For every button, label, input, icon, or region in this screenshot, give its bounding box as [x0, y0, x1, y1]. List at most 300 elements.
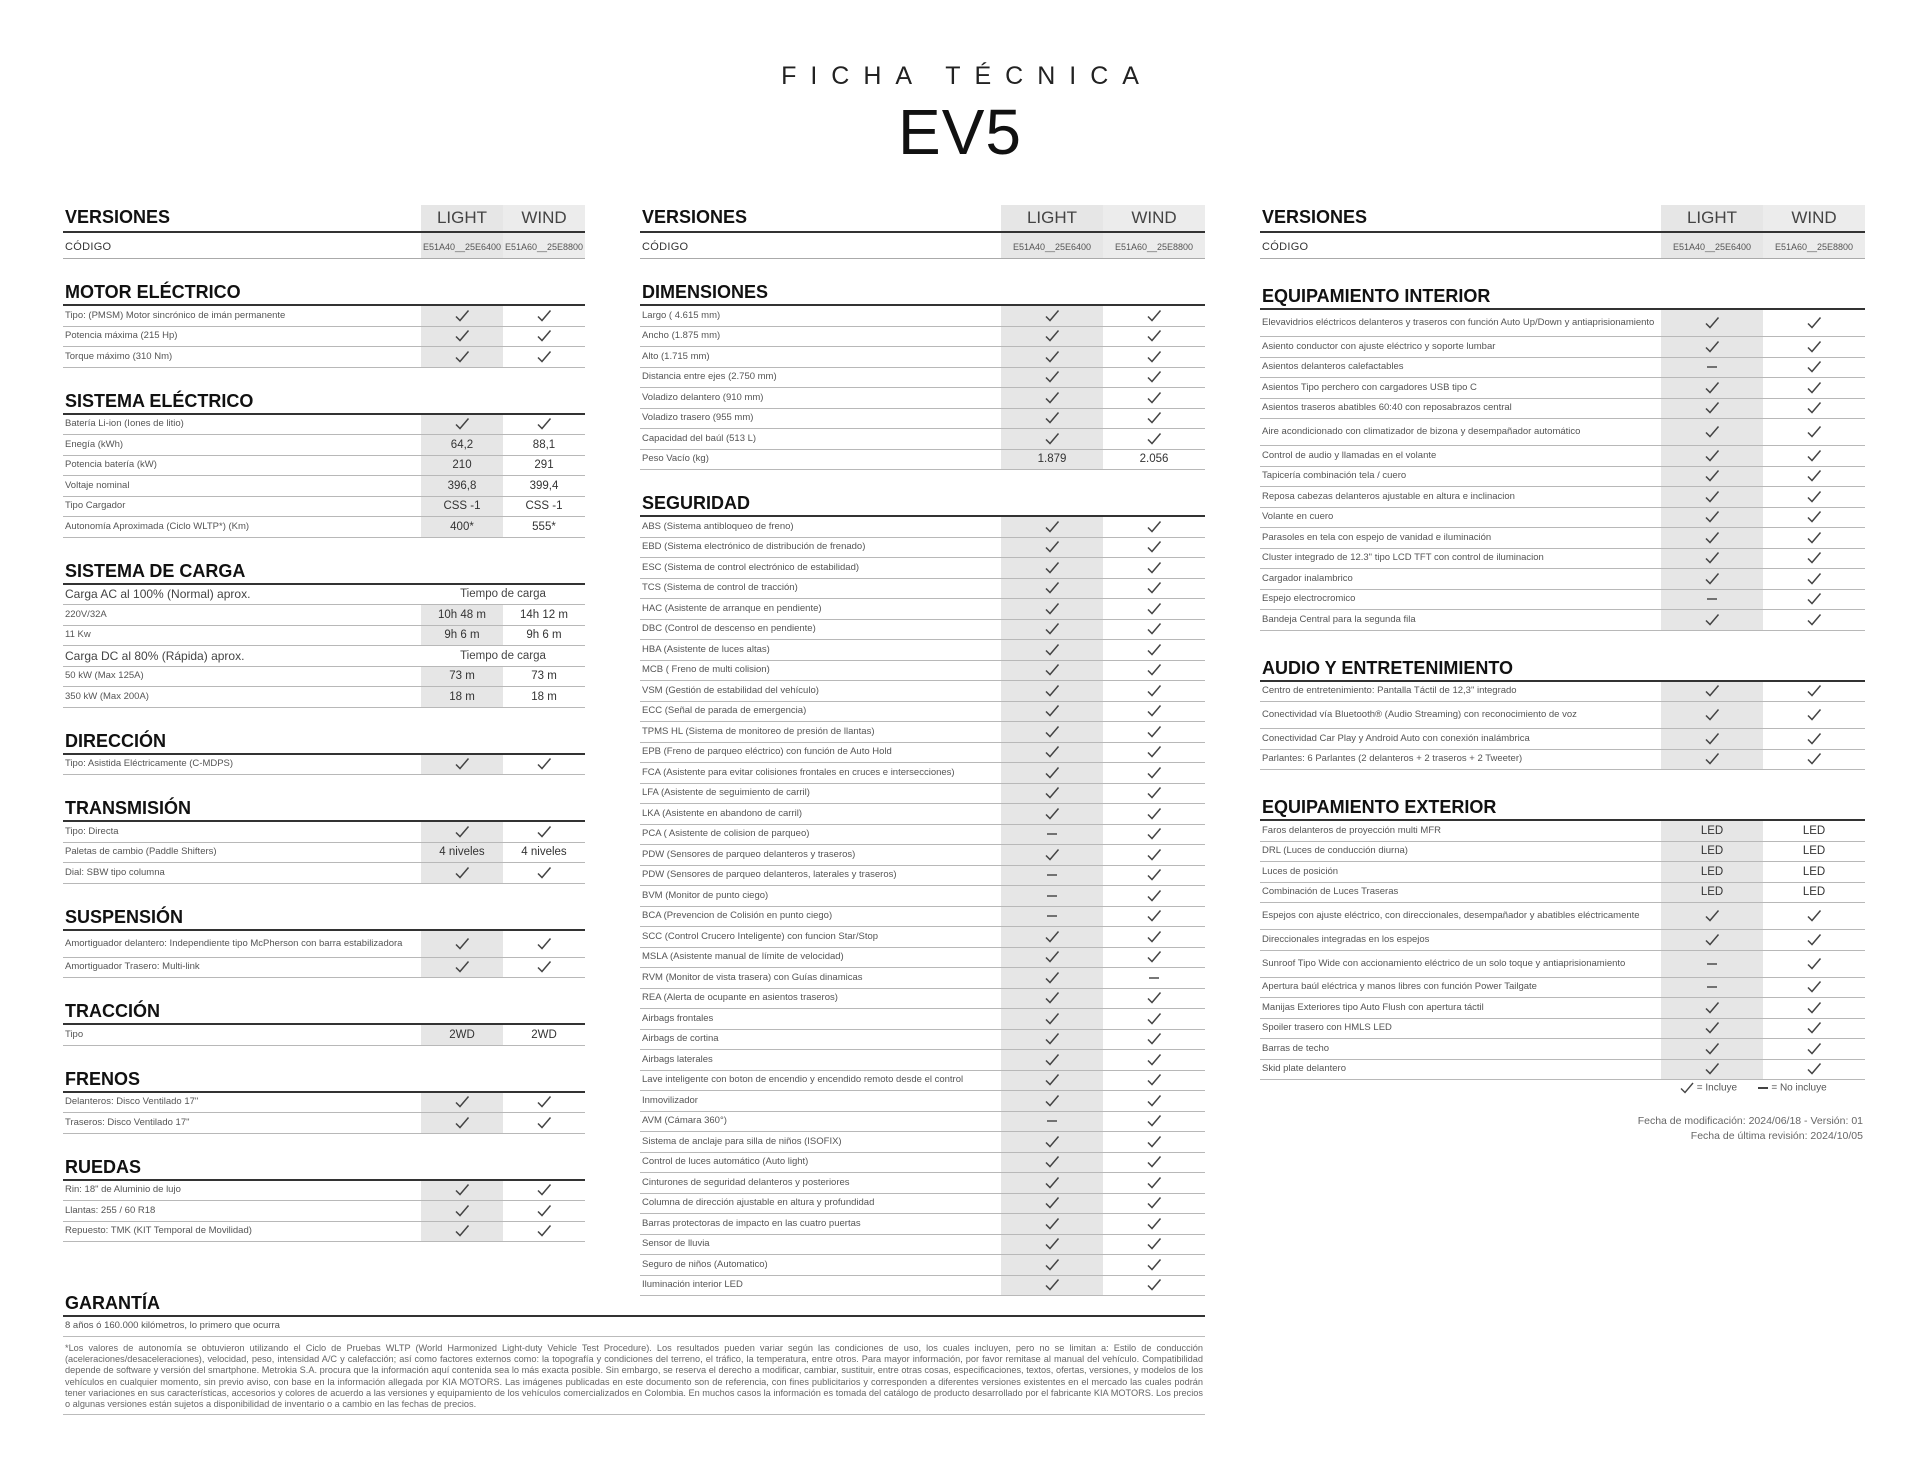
light-value — [421, 327, 503, 347]
check-icon — [454, 329, 470, 343]
light-code: E51A40__25E6400 — [422, 242, 502, 252]
wind-value — [1763, 358, 1865, 378]
row-label: Alto (1.715 mm) — [642, 350, 710, 362]
wind-code: E51A60__25E8800 — [504, 242, 584, 252]
spec-row — [640, 743, 1205, 764]
light-value — [1001, 1153, 1103, 1173]
row-label: Torque máximo (310 Nm) — [65, 350, 173, 362]
row-label: Control de luces automático (Auto light) — [642, 1156, 809, 1168]
check-icon — [1146, 540, 1162, 554]
wind-value — [503, 415, 585, 435]
check-icon — [1044, 684, 1060, 698]
row-label: Espejos con ajuste eléctrico, con direccionales, desempañador y abatibles eléctricamente — [1262, 910, 1640, 921]
light-value — [1001, 306, 1103, 326]
versions-title: VERSIONES — [642, 207, 748, 227]
light-value — [1001, 743, 1103, 763]
row-label: Paletas de cambio (Paddle Shifters) — [65, 846, 217, 858]
check-icon — [454, 1204, 470, 1218]
check-icon — [1806, 360, 1822, 374]
spec-section — [63, 730, 585, 776]
row-label: EPB (Freno de parqueo eléctrico) con función de Auto Hold — [642, 746, 892, 758]
wind-value — [1103, 409, 1205, 429]
check-icon — [1704, 684, 1720, 698]
wind-value — [1103, 804, 1205, 824]
wind-value — [1763, 446, 1865, 466]
spec-row — [640, 517, 1205, 538]
check-icon — [1044, 1094, 1060, 1108]
spec-row — [1260, 310, 1865, 337]
spec-row — [63, 347, 585, 368]
row-label: Barras protectoras de impacto en las cuatro puertas — [642, 1217, 861, 1229]
wind-value — [1763, 467, 1865, 487]
light-value — [1661, 310, 1763, 336]
spec-row — [640, 1112, 1205, 1133]
light-value — [1001, 661, 1103, 681]
spec-section — [63, 1068, 585, 1134]
spec-row — [640, 763, 1205, 784]
check-icon — [1146, 1073, 1162, 1087]
wind-value — [1763, 590, 1865, 610]
wind-value: 73 m — [531, 670, 557, 683]
light-value — [1661, 419, 1763, 445]
spec-row — [63, 456, 585, 477]
wind-value — [1763, 528, 1865, 548]
spec-row — [63, 931, 585, 958]
spec-row — [63, 1093, 585, 1114]
row-label: RVM (Monitor de vista trasera) con Guías dinamicas — [642, 971, 863, 983]
light-value — [1001, 907, 1103, 927]
spec-row — [640, 1153, 1205, 1174]
row-label: Autonomía Aproximada (Ciclo WLTP*) (Km) — [65, 520, 250, 532]
row-label: TCS (Sistema de control de tracción) — [642, 582, 798, 594]
light-value — [1001, 886, 1103, 906]
row-label: ECC (Señal de parada de emergencia) — [642, 705, 807, 717]
light-value: 18 m — [421, 687, 503, 707]
light-value — [1001, 640, 1103, 660]
light-value — [1001, 784, 1103, 804]
check-icon — [1044, 725, 1060, 739]
row-label: MCB ( Freno de multi colision) — [642, 664, 770, 676]
spec-row — [640, 661, 1205, 682]
dash-icon — [1046, 893, 1058, 899]
check-icon — [1044, 329, 1060, 343]
spec-section — [63, 281, 585, 368]
check-icon — [1146, 329, 1162, 343]
spec-row — [1260, 998, 1865, 1019]
charge-time-header: Tiempo de carga — [421, 585, 585, 605]
light-value — [1661, 702, 1763, 728]
spec-row — [1260, 358, 1865, 379]
check-icon — [1146, 1053, 1162, 1067]
check-icon — [1704, 316, 1720, 330]
row-label: Parasoles en tela con espejo de vanidad e iluminación — [1262, 531, 1492, 543]
version-wind-header: WIND — [1791, 208, 1837, 227]
wind-value — [503, 1181, 585, 1201]
check-icon — [1146, 663, 1162, 677]
check-icon — [1044, 622, 1060, 636]
wind-value — [1103, 948, 1205, 968]
dash-icon — [1706, 984, 1718, 990]
light-value — [1001, 1132, 1103, 1152]
light-value — [1661, 378, 1763, 398]
light-value: LED — [1661, 862, 1763, 882]
check-icon — [1704, 381, 1720, 395]
spec-row — [1260, 528, 1865, 549]
spec-row — [1260, 682, 1865, 703]
check-icon — [1146, 684, 1162, 698]
check-icon — [1044, 950, 1060, 964]
row-label: Direccionales integradas en los espejos — [1262, 933, 1430, 945]
light-value — [1001, 1009, 1103, 1029]
wind-value — [1763, 337, 1865, 357]
check-icon — [1146, 807, 1162, 821]
light-value — [421, 1113, 503, 1133]
light-value — [1661, 358, 1763, 378]
spec-row — [63, 646, 585, 667]
wind-value: 88,1 — [532, 438, 556, 451]
check-icon — [1146, 1094, 1162, 1108]
check-icon — [1704, 449, 1720, 463]
row-label: Cluster integrado de 12.3" tipo LCD TFT con control de iluminacion — [1262, 552, 1544, 564]
check-icon — [1146, 745, 1162, 759]
revision-date: Fecha de última revisión: 2024/10/05 — [1690, 1130, 1863, 1142]
light-value: 1.879 — [1001, 450, 1103, 470]
check-icon — [1146, 602, 1162, 616]
row-label: Sensor de lluvia — [642, 1238, 710, 1250]
check-icon — [1146, 766, 1162, 780]
spec-row — [640, 599, 1205, 620]
light-value — [1661, 930, 1763, 950]
check-icon — [1806, 752, 1822, 766]
light-value — [1661, 590, 1763, 610]
check-icon — [1806, 1001, 1822, 1015]
wind-value — [1763, 508, 1865, 528]
light-value — [421, 863, 503, 883]
spec-section — [63, 797, 585, 884]
versions-header — [1260, 205, 1865, 259]
row-label: Sunroof Tipo Wide con accionamiento eléctrico de un solo toque y antiaprisionamiento — [1262, 957, 1626, 969]
spec-row — [1260, 337, 1865, 358]
section-title: DIRECCIÓN — [63, 730, 585, 755]
check-icon — [1044, 350, 1060, 364]
check-icon — [1044, 930, 1060, 944]
check-icon — [1044, 1012, 1060, 1026]
light-value — [1661, 569, 1763, 589]
check-icon — [1806, 449, 1822, 463]
row-label: LFA (Asistente de seguimiento de carril) — [642, 787, 810, 799]
wind-code: E51A60__25E8800 — [1114, 242, 1194, 252]
light-value — [1001, 1050, 1103, 1070]
page-title: EV5 — [898, 96, 1022, 168]
row-label: Iluminación interior LED — [642, 1279, 743, 1291]
check-icon — [1806, 381, 1822, 395]
row-label: Aire acondicionado con climatizador de bizona y desempañador automático — [1262, 426, 1581, 437]
check-icon — [1146, 786, 1162, 800]
row-label: BCA (Prevencion de Colisión en punto ciego) — [642, 910, 833, 922]
check-icon — [1146, 520, 1162, 534]
spec-row — [640, 1132, 1205, 1153]
wind-value — [1103, 429, 1205, 449]
light-value — [1001, 1255, 1103, 1275]
wind-value — [1763, 569, 1865, 589]
check-icon — [1806, 1021, 1822, 1035]
wind-value — [1103, 517, 1205, 537]
row-label: FCA (Asistente para evitar colisiones frontales en cruces e intersecciones) — [642, 766, 955, 778]
legend — [1680, 1082, 1827, 1094]
spec-row — [1260, 1039, 1865, 1060]
check-icon — [1146, 1237, 1162, 1251]
light-value — [1001, 1214, 1103, 1234]
row-label: Potencia batería (kW) — [65, 459, 157, 471]
row-label: Espejo electrocromico — [1262, 593, 1356, 605]
check-icon — [454, 417, 470, 431]
check-icon — [1806, 708, 1822, 722]
light-value — [1001, 558, 1103, 578]
code-label: CÓDIGO — [642, 241, 689, 253]
row-label: Conectividad Car Play y Android Auto con conexión inalámbrica — [1262, 732, 1530, 744]
spec-row — [1260, 951, 1865, 978]
wind-value — [503, 931, 585, 957]
spec-row — [1260, 399, 1865, 420]
light-value — [421, 1222, 503, 1242]
check-icon — [1146, 432, 1162, 446]
check-icon — [1146, 1155, 1162, 1169]
row-label: Airbags frontales — [642, 1012, 714, 1024]
row-label: Seguro de niños (Automatico) — [642, 1258, 768, 1270]
check-icon — [536, 309, 552, 323]
row-label: Spoiler trasero con HMLS LED — [1262, 1022, 1392, 1034]
check-icon — [454, 937, 470, 951]
check-icon — [1146, 1012, 1162, 1026]
check-icon — [1044, 1053, 1060, 1067]
wind-value — [1763, 1060, 1865, 1080]
spec-row — [1260, 549, 1865, 570]
wind-value — [1103, 640, 1205, 660]
wind-value: CSS -1 — [525, 500, 563, 513]
check-icon — [1146, 411, 1162, 425]
spec-row — [63, 863, 585, 884]
wind-code: E51A60__25E8800 — [1774, 242, 1854, 252]
wind-value — [1763, 310, 1865, 336]
check-icon — [1704, 1062, 1720, 1076]
section-title: SISTEMA ELÉCTRICO — [63, 390, 585, 415]
section-title: SEGURIDAD — [640, 492, 1205, 517]
row-label: 50 kW (Max 125A) — [65, 670, 144, 682]
row-label: Rin: 18" de Aluminio de lujo — [65, 1184, 181, 1196]
spec-row — [63, 843, 585, 864]
row-label: Faros delanteros de proyección multi MFR — [1262, 824, 1441, 836]
spec-column-1 — [63, 205, 585, 1242]
light-value — [1001, 722, 1103, 742]
wind-value: 14h 12 m — [520, 608, 568, 621]
wind-value — [1103, 866, 1205, 886]
spec-section — [640, 492, 1205, 1296]
light-value — [1001, 429, 1103, 449]
row-label: Luces de posición — [1262, 865, 1339, 877]
light-value: 4 niveles — [421, 843, 503, 863]
light-value — [1001, 620, 1103, 640]
light-value — [1661, 399, 1763, 419]
spec-row — [640, 579, 1205, 600]
check-icon — [1704, 469, 1720, 483]
check-icon — [1704, 510, 1720, 524]
row-label: Tipo: (PMSM) Motor sincrónico de imán permanente — [65, 309, 286, 321]
wind-value — [1103, 825, 1205, 845]
wind-value: LED — [1802, 824, 1826, 837]
row-label: Voladizo delantero (910 mm) — [642, 391, 764, 403]
wind-value — [1103, 1214, 1205, 1234]
versions-header — [63, 205, 585, 259]
check-icon — [1044, 1135, 1060, 1149]
spec-row — [640, 640, 1205, 661]
spec-row — [63, 822, 585, 843]
check-icon — [1146, 704, 1162, 718]
light-value: 64,2 — [421, 435, 503, 455]
light-value — [1661, 1019, 1763, 1039]
wind-value — [503, 327, 585, 347]
row-label: Lave inteligente con boton de encendio y encendido remoto desde el control — [642, 1074, 964, 1086]
spec-row — [640, 1214, 1205, 1235]
light-value — [1001, 968, 1103, 988]
legend-not-includes: = No incluye — [1771, 1082, 1827, 1094]
wind-value — [1103, 599, 1205, 619]
disclaimer-text: *Los valores de autonomía se obtuvieron utilizando el Ciclo de Pruebas WLTP (World Harmonized Light-duty Vehicle Test Procedure). Los resultados pueden variar según las condiciones de uso, los cuales incluyen, pero no se limitan a: Estilo de conducción (aceleraciones/desaceleraciones), velocidad, peso, intensidad A/C y calefacción; así como factores externos como: la topografía y condiciones del terreno, el tráfico, la temperatura, entre otros. Para mayor información, por favor remitase al manual del vehículo. Compatibilidad depende de software y versión del smartphone. Metrokia S.A. procura que la información aquí contenida sea lo más exacta posible. Sin embargo, se reserva el derecho a modificar, cambiar, sustituir, entre otras cosas, especificaciones, textos, ofertas, versiones, y modelos de los vehículos en cualquier momento, sin previo aviso, con base en la información allegada por KIA MOTORS. Las imágenes publicadas en este documento son de referencia, con fines publicitarios y corresponden a diferentes versiones existentes en el mercado las cuales podrán tener variaciones en sus características, accesorios y colores de acuerdo a las versiones y equipamiento de los vehículos comercializados en Colombia. En muchos casos la información es tomada del catálogo de producto desarrollado por el fabricante KIA MOTORS. Los precios o algunas versiones están sujetos a disponibilidad de inventario o a cambio en las fechas de precios. — [63, 1337, 1205, 1415]
spec-row — [640, 347, 1205, 368]
spec-row — [640, 681, 1205, 702]
check-icon — [1044, 991, 1060, 1005]
wind-value — [1763, 978, 1865, 998]
spec-row — [640, 1235, 1205, 1256]
check-icon — [1146, 725, 1162, 739]
spec-column-3 — [1260, 205, 1865, 1080]
check-icon — [1146, 991, 1162, 1005]
check-icon — [536, 1204, 552, 1218]
spec-row — [640, 866, 1205, 887]
check-icon — [1146, 1135, 1162, 1149]
check-icon — [1806, 551, 1822, 565]
wind-value — [1763, 399, 1865, 419]
check-icon — [1806, 732, 1822, 746]
row-label: Tipo Cargador — [65, 500, 126, 512]
row-label: SCC (Control Crucero Inteligente) con funcion Star/Stop — [642, 930, 879, 942]
wind-value — [1103, 1153, 1205, 1173]
row-label: Manijas Exteriores tipo Auto Flush con apertura táctil — [1262, 1001, 1484, 1013]
light-value: 9h 6 m — [421, 626, 503, 646]
row-label: Distancia entre ejes (2.750 mm) — [642, 371, 777, 383]
light-value — [1661, 528, 1763, 548]
spec-row — [640, 989, 1205, 1010]
check-icon — [454, 825, 470, 839]
wind-value — [503, 822, 585, 842]
spec-row — [1260, 1019, 1865, 1040]
row-label: Carga DC al 80% (Rápida) aprox. — [65, 648, 245, 663]
light-value — [1661, 487, 1763, 507]
row-label: Potencia máxima (215 Hp) — [65, 330, 178, 342]
wind-value — [1763, 682, 1865, 702]
check-icon — [1044, 848, 1060, 862]
spec-row — [640, 558, 1205, 579]
row-label: Tipo: Directa — [65, 825, 119, 837]
row-label: Parlantes: 6 Parlantes (2 delanteros + 2 traseros + 2 Tweeter) — [1262, 753, 1523, 765]
check-icon — [1704, 572, 1720, 586]
check-icon — [536, 866, 552, 880]
spec-row — [640, 450, 1205, 471]
light-value — [1001, 702, 1103, 722]
dash-icon — [1046, 913, 1058, 919]
wind-value — [1763, 610, 1865, 630]
wind-value: 2.056 — [1139, 453, 1169, 466]
wind-value — [503, 958, 585, 978]
light-value — [1661, 978, 1763, 998]
wind-value — [1103, 327, 1205, 347]
row-label: PDW (Sensores de parqueo delanteros y traseros) — [642, 848, 856, 860]
check-icon — [1044, 581, 1060, 595]
check-icon — [1044, 971, 1060, 985]
light-value: 10h 48 m — [421, 605, 503, 625]
row-label: Inmovilizador — [642, 1094, 698, 1106]
check-icon — [1704, 1021, 1720, 1035]
spec-row — [63, 1113, 585, 1134]
check-icon — [1146, 909, 1162, 923]
check-icon — [536, 757, 552, 771]
light-code: E51A40__25E6400 — [1672, 242, 1752, 252]
check-icon — [1146, 561, 1162, 575]
legend-includes: = Incluye — [1696, 1082, 1738, 1094]
wind-value — [1103, 989, 1205, 1009]
row-label: Cinturones de seguridad delanteros y posteriores — [642, 1176, 850, 1188]
light-value — [1661, 610, 1763, 630]
light-value — [1001, 1112, 1103, 1132]
row-label: Batería Li-ion (Iones de litio) — [65, 418, 184, 430]
wind-value — [1103, 306, 1205, 326]
row-label: EBD (Sistema electrónico de distribución de frenado) — [642, 541, 866, 553]
row-label: Amortiguador delantero: Independiente tipo McPherson con barra estabilizadora — [65, 937, 403, 949]
spec-row — [1260, 750, 1865, 771]
versions-header — [640, 205, 1205, 259]
spec-row — [1260, 862, 1865, 883]
check-icon — [1044, 540, 1060, 554]
row-label: HAC (Asistente de arranque en pendiente) — [642, 602, 822, 614]
check-icon — [1044, 745, 1060, 759]
row-label: Capacidad del baúl (513 L) — [642, 432, 757, 444]
light-value — [421, 755, 503, 775]
light-value — [421, 1181, 503, 1201]
spec-row — [640, 927, 1205, 948]
row-label: DBC (Control de descenso en pendiente) — [642, 623, 816, 635]
check-icon — [454, 309, 470, 323]
check-icon — [1146, 643, 1162, 657]
light-value — [421, 931, 503, 957]
check-icon — [536, 417, 552, 431]
spec-row — [640, 825, 1205, 846]
check-icon — [1146, 581, 1162, 595]
check-icon — [1704, 531, 1720, 545]
light-value — [1001, 1091, 1103, 1111]
spec-row — [1260, 903, 1865, 930]
check-icon — [1146, 1114, 1162, 1128]
wind-value — [1763, 378, 1865, 398]
light-value — [421, 415, 503, 435]
row-label: 220V/32A — [65, 608, 107, 620]
spec-row — [640, 1071, 1205, 1092]
row-label: Llantas: 255 / 60 R18 — [65, 1204, 156, 1216]
light-value — [1661, 1039, 1763, 1059]
spec-row — [640, 1030, 1205, 1051]
spec-row — [640, 722, 1205, 743]
row-label: Tipo: Asistida Eléctricamente (C-MDPS) — [65, 758, 234, 770]
row-label: Elevavidrios eléctricos delanteros y traseros con función Auto Up/Down y antiaprisionamiento — [1262, 317, 1655, 328]
check-icon — [1146, 1032, 1162, 1046]
